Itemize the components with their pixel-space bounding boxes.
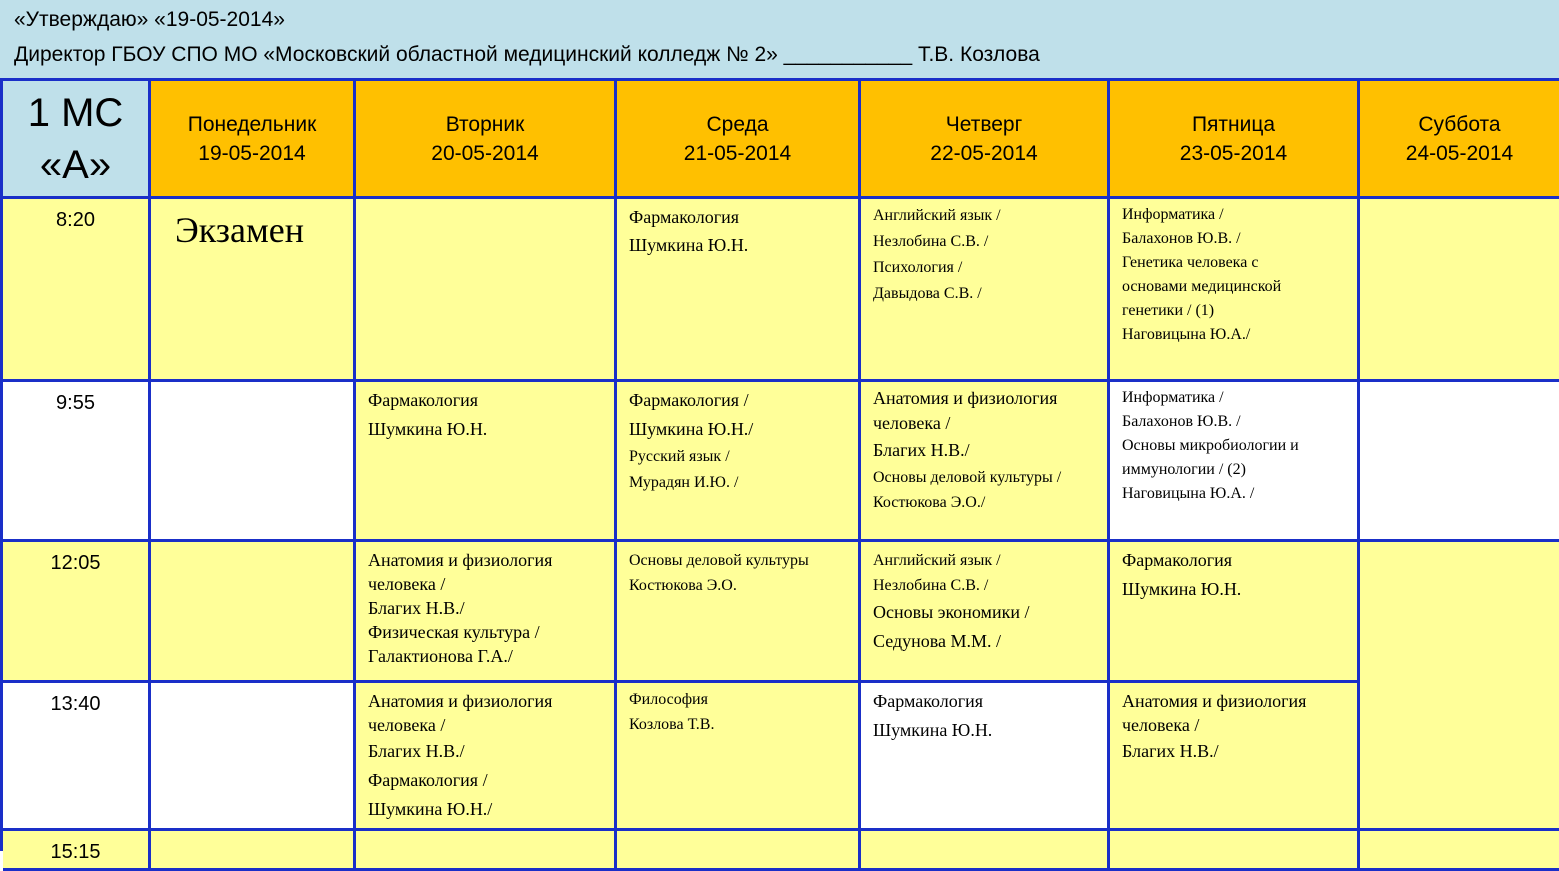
lesson-cell-thu-3 — [861, 542, 1110, 683]
time-slot: 12:05 — [3, 542, 151, 683]
lesson-cell-thu-4 — [861, 683, 1110, 831]
lesson-cell-wed-5 — [617, 831, 861, 871]
group-label-line1: 1 МС — [27, 90, 124, 135]
lesson-line: Козлова Т.В. — [629, 716, 715, 733]
group-label-line2: «А» — [39, 142, 112, 187]
lesson-line: Шумкина Ю.Н. — [368, 419, 488, 439]
lesson-line: Наговицына Ю.А./ — [1122, 326, 1251, 343]
lesson-line: Фармакология — [629, 207, 740, 227]
lesson-line: Шумкина Ю.Н./ — [368, 799, 493, 819]
lesson-cell-mon-5 — [151, 831, 356, 871]
lesson-cell-thu-5 — [861, 831, 1110, 871]
lesson-line: Основы экономики / — [873, 602, 1030, 622]
day-name: Вторник — [445, 112, 525, 136]
day-name: Четверг — [945, 112, 1023, 136]
time-slot: 13:40 — [3, 683, 151, 831]
lesson-line: Костюкова Э.О. — [629, 577, 737, 594]
time-slot: 8:20 — [3, 199, 151, 382]
lesson-cell-mon-4 — [151, 683, 356, 831]
lesson-cell-wed-2 — [617, 382, 861, 542]
lesson-line: Шумкина Ю.Н. — [873, 720, 993, 740]
lesson-line: Анатомия и физиология — [368, 691, 553, 711]
lesson-line: Наговицына Ю.А. / — [1122, 485, 1255, 502]
lesson-cell-fri-1 — [1110, 199, 1360, 382]
lesson-cell-fri-2 — [1110, 382, 1360, 542]
lesson-line: Костюкова Э.О./ — [873, 494, 986, 511]
lesson-cell-sat-5 — [1360, 831, 1559, 871]
lesson-line: Философия — [629, 691, 708, 708]
day-date: 20-05-2014 — [431, 141, 539, 165]
lesson-line: генетики / (1) — [1122, 302, 1215, 319]
day-header-saturday — [1360, 81, 1559, 199]
day-name: Пятница — [1191, 112, 1276, 136]
lesson-line: Анатомия и физиология — [368, 550, 553, 570]
lesson-line: Незлобина С.В. / — [873, 577, 989, 594]
lesson-line: Фармакология / — [368, 770, 488, 790]
day-date: 22-05-2014 — [930, 141, 1038, 165]
day-date: 21-05-2014 — [683, 141, 792, 165]
lesson-cell-fri-4 — [1110, 683, 1360, 831]
time-slot: 15:15 — [3, 831, 151, 871]
lesson-line: Анатомия и физиология — [873, 388, 1058, 408]
lesson-line: Генетика человека с — [1122, 254, 1259, 271]
lesson-line: человека / — [1122, 715, 1200, 735]
lesson-line: Физическая культура / — [368, 622, 540, 642]
lesson-line: Шумкина Ю.Н./ — [629, 419, 754, 439]
lesson-line: Балахонов Ю.В. / — [1122, 230, 1241, 247]
director-line: Директор ГБОУ СПО МО «Московский областной медицинский колледж № 2» ___________ Т.В. Козлова — [14, 43, 1040, 66]
lesson-line: Балахонов Ю.В. / — [1122, 413, 1241, 430]
lesson-cell-wed-3 — [617, 542, 861, 683]
lesson-line: Галактионова Г.А./ — [368, 646, 513, 666]
lesson-line: Информатика / — [1122, 206, 1224, 223]
lesson-line: иммунологии / (2) — [1122, 461, 1246, 478]
lesson-line: Шумкина Ю.Н. — [629, 235, 749, 255]
lesson-line: Психология / — [873, 259, 963, 276]
day-date: 24-05-2014 — [1405, 141, 1514, 165]
lesson-line: Фармакология / — [629, 390, 749, 410]
exam-label: Экзамен — [175, 210, 305, 250]
lesson-line: Английский язык / — [873, 207, 1001, 224]
lesson-line: Седунова М.М. / — [873, 631, 1002, 651]
lesson-line: Благих Н.В./ — [368, 598, 465, 618]
lesson-line: человека / — [873, 413, 951, 433]
day-name: Понедельник — [187, 112, 317, 136]
lesson-cell-sat-3 — [1360, 542, 1559, 831]
lesson-cell-tue-1 — [356, 199, 617, 382]
lesson-line: человека / — [368, 715, 446, 735]
day-header-monday — [151, 81, 356, 199]
lesson-line: Мурадян И.Ю. / — [629, 474, 739, 491]
lesson-line: Основы микробиологии и — [1122, 437, 1299, 454]
day-header-tuesday — [356, 81, 617, 199]
time-slot: 9:55 — [3, 382, 151, 542]
lesson-line: Русский язык / — [629, 448, 730, 465]
lesson-cell-tue-2 — [356, 382, 617, 542]
lesson-line: Незлобина С.В. / — [873, 233, 989, 250]
lesson-line: Английский язык / — [873, 552, 1001, 569]
lesson-line: Информатика / — [1122, 389, 1224, 406]
lesson-cell-thu-2 — [861, 382, 1110, 542]
lesson-line: Основы деловой культуры — [629, 552, 809, 569]
lesson-cell-mon-2 — [151, 382, 356, 542]
lesson-cell-thu-1 — [861, 199, 1110, 382]
lesson-cell-fri-5 — [1110, 831, 1360, 871]
lesson-line: Фармакология — [368, 390, 479, 410]
day-date: 19-05-2014 — [198, 141, 306, 165]
lesson-cell-fri-3 — [1110, 542, 1360, 683]
day-date: 23-05-2014 — [1179, 141, 1288, 165]
lesson-line: Фармакология — [1122, 550, 1233, 570]
lesson-cell-mon-3 — [151, 542, 356, 683]
lesson-line: человека / — [368, 574, 446, 594]
day-header-friday — [1110, 81, 1360, 199]
day-header-wednesday — [617, 81, 861, 199]
lesson-line: Фармакология — [873, 691, 984, 711]
lesson-line: Благих Н.В./ — [873, 440, 970, 460]
lesson-cell-sat-2 — [1360, 382, 1559, 542]
day-name: Суббота — [1418, 112, 1501, 136]
lesson-cell-wed-4 — [617, 683, 861, 831]
lesson-line: Давыдова С.В. / — [873, 285, 982, 302]
lesson-cell-mon-1 — [151, 199, 356, 382]
group-label — [3, 81, 151, 199]
day-name: Среда — [706, 112, 769, 136]
lesson-line: основами медицинской — [1122, 278, 1282, 295]
lesson-cell-tue-5 — [356, 831, 617, 871]
lesson-line: Основы деловой культуры / — [873, 469, 1062, 486]
lesson-line: Благих Н.В./ — [368, 741, 465, 761]
lesson-cell-sat-1 — [1360, 199, 1559, 382]
lesson-cell-tue-4 — [356, 683, 617, 831]
approval-line: «Утверждаю» «19-05-2014» — [14, 8, 285, 31]
approval-header — [0, 0, 1559, 80]
day-header-thursday — [861, 81, 1110, 199]
lesson-cell-wed-1 — [617, 199, 861, 382]
lesson-line: Шумкина Ю.Н. — [1122, 579, 1242, 599]
lesson-line: Благих Н.В./ — [1122, 741, 1219, 761]
lesson-line: Анатомия и физиология — [1122, 691, 1307, 711]
lesson-cell-tue-3 — [356, 542, 617, 683]
